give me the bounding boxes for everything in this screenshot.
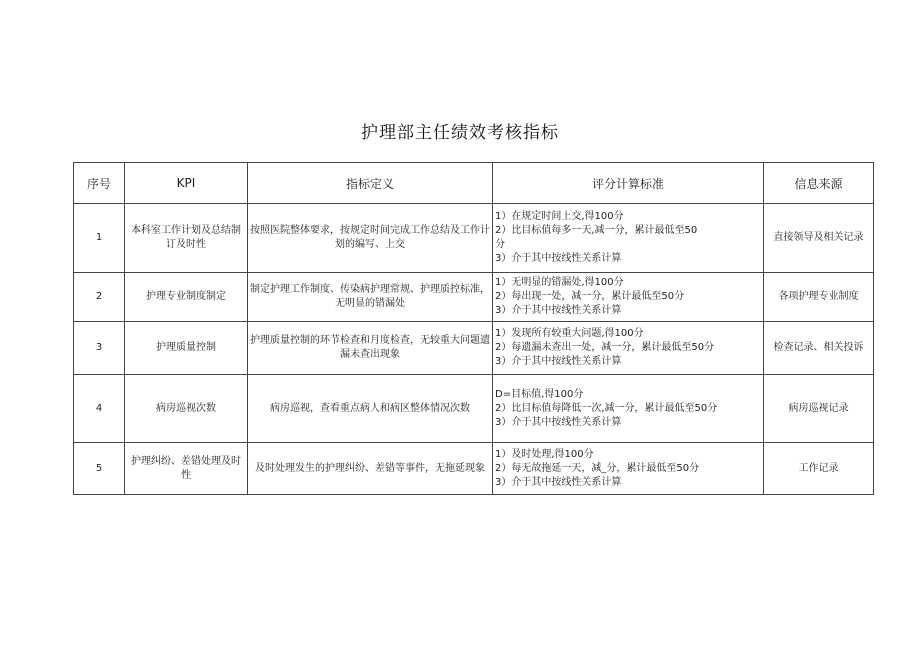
table-row xyxy=(74,273,874,322)
header-kpi: KPI xyxy=(125,163,248,204)
row-no: 3 xyxy=(74,322,125,375)
row-no: 4 xyxy=(74,375,125,443)
row-criteria xyxy=(493,322,764,375)
row-no: 2 xyxy=(74,273,125,322)
criteria-line: 2）比目标值每多一天,减一分，累计最低至50 xyxy=(495,225,698,236)
criteria-line: 1）发现所有较重大问题,得100分 xyxy=(495,328,644,339)
page-title: 护理部主任绩效考核指标 xyxy=(361,123,559,143)
criteria-line: 2）比目标值每降低一次,减一分，累计最低至50分 xyxy=(495,402,718,414)
criteria-line: 2）每无故拖延一天，减_分，累计最低至50分 xyxy=(495,462,700,474)
row-kpi: 护理质量控制 xyxy=(125,322,248,375)
criteria-line: 3）介于其中按线性关系计算 xyxy=(495,305,622,316)
criteria-line: 1）及时处理,得100分 xyxy=(495,448,594,460)
kpi-table xyxy=(73,162,874,495)
row-source: 各项护理专业制度 xyxy=(764,273,874,322)
criteria-line: 3）介于其中按线性关系计算 xyxy=(495,416,622,428)
header-criteria: 评分计算标准 xyxy=(493,163,764,204)
row-definition: 及时处理发生的护理纠纷、差错等事件，无拖延现象 xyxy=(248,443,493,495)
header-source: 信息来源 xyxy=(764,163,874,204)
table-row xyxy=(74,322,874,375)
criteria-line: D=目标值,得100分 xyxy=(495,388,584,400)
row-definition: 护理质量控制的环节检查和月度检查，无较重大问题遗漏未查出现象 xyxy=(248,322,493,375)
row-criteria xyxy=(493,273,764,322)
table-row xyxy=(74,443,874,495)
row-criteria xyxy=(493,204,764,273)
row-criteria xyxy=(493,375,764,443)
row-kpi: 本科室工作计划及总结制订及时性 xyxy=(125,204,248,273)
row-kpi: 护理专业制度制定 xyxy=(125,273,248,322)
criteria-line: 1）在规定时间上交,得100分 xyxy=(495,211,624,222)
criteria-line: 3）介于其中按线性关系计算 xyxy=(495,476,622,488)
table-row xyxy=(74,204,874,273)
table-row xyxy=(74,375,874,443)
row-criteria xyxy=(493,443,764,495)
criteria-line: 分 xyxy=(495,239,505,250)
header-definition: 指标定义 xyxy=(248,163,493,204)
row-definition: 制定护理工作制度、传染病护理常规、护理质控标准，无明显的错漏处 xyxy=(248,273,493,322)
criteria-line: 2）每出现一处，减一分，累计最低至50分 xyxy=(495,291,685,302)
header-row xyxy=(74,163,874,204)
row-kpi: 病房巡视次数 xyxy=(125,375,248,443)
row-no: 5 xyxy=(74,443,125,495)
criteria-line: 3）介于其中按线性关系计算 xyxy=(495,253,622,264)
row-definition: 病房巡视，查看重点病人和病区整体情况次数 xyxy=(248,375,493,443)
row-source: 直接领导及相关记录 xyxy=(764,204,874,273)
row-source: 工作记录 xyxy=(764,443,874,495)
criteria-line: 1）无明显的错漏处,得100分 xyxy=(495,277,624,288)
criteria-line: 2）每遗漏未查出一处，减一分，累计最低至50分 xyxy=(495,342,715,353)
row-kpi: 护理纠纷、差错处理及时性 xyxy=(125,443,248,495)
header-no: 序号 xyxy=(74,163,125,204)
row-source: 检查记录、相关投诉 xyxy=(764,322,874,375)
row-definition: 按照医院整体要求，按规定时间完成工作总结及工作计划的编写、上交 xyxy=(248,204,493,273)
criteria-line: 3）介于其中按线性关系计算 xyxy=(495,356,622,367)
row-no: 1 xyxy=(74,204,125,273)
row-source: 病房巡视记录 xyxy=(764,375,874,443)
